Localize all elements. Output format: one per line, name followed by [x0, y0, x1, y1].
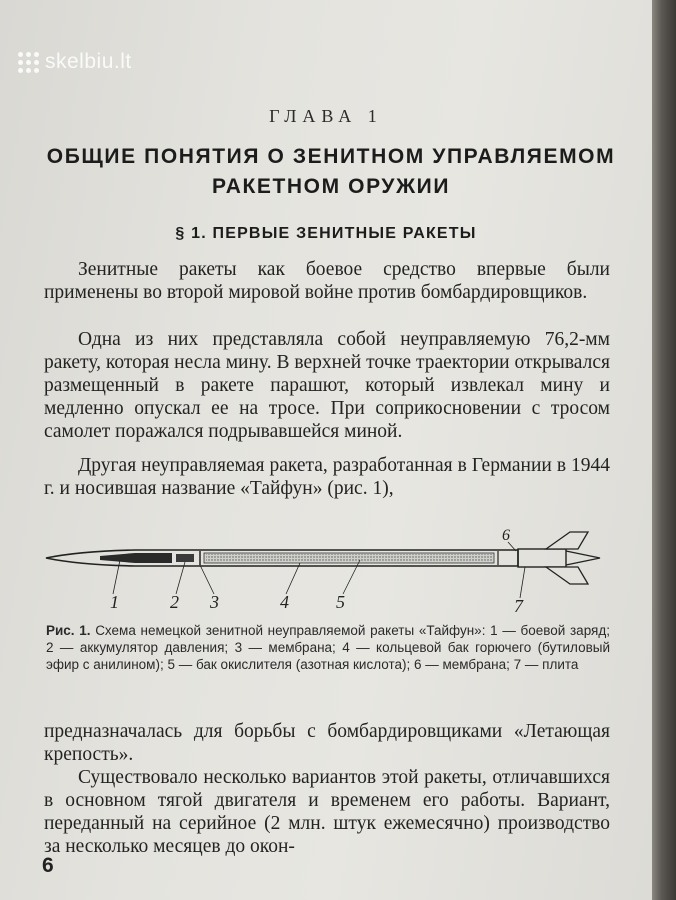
- rocket-diagram: [40, 520, 620, 620]
- paragraph-2: [44, 328, 610, 443]
- fin-lower: [546, 567, 588, 584]
- paragraph-4-text: предназначалась для борьбы с бомбардировщиками «Летающая крепость».: [44, 721, 610, 765]
- paragraph-5-text: Существовало несколько вариантов этой ракеты, отличавшихся в основном тягой двигателя и временем его работы. Вариант, переданный на серийное (2 млн. штук ежемесячно) производство за несколько месяцев до окон-: [44, 767, 610, 857]
- nozzle-exhaust: [566, 551, 600, 565]
- chapter-title-line-2: РАКЕТНОМ ОРУЖИИ: [211, 175, 451, 198]
- paragraph-1: [44, 258, 610, 304]
- nozzle-plate-part: [518, 549, 566, 567]
- figure-label-6: 6: [502, 527, 510, 544]
- paragraph-3-text: Другая неуправляемая ракета, разработанная в Германии в 1944 г. и носившая название «Тайфун» (рис. 1),: [44, 455, 610, 499]
- page-number: 6: [42, 854, 54, 877]
- fin-upper: [546, 532, 588, 549]
- figure-label-5: 5: [336, 592, 345, 612]
- paragraph-2-text: Одна из них представляла собой неуправляемую 76,2-мм ракету, которая несла мину. В верхней точке траектории открывался размещенный в ракете парашют, который извлекал мину и медленно опускал ее на тросе. При соприкосновении с тросом самолет поражался подрывавшейся миной.: [44, 329, 610, 442]
- figure-label-1: 1: [110, 592, 119, 612]
- figure-caption-legend: 1 — боевой заряд; 2 — аккумулятор давления; 3 — мембрана; 4 — кольцевой бак горючего (бутиловый эфир с анилином); 5 — бак окислителя (азотная кислота); 6 — мембрана; 7 — плита: [46, 623, 610, 672]
- figure-label-3: 3: [210, 592, 219, 612]
- section-heading: § 1. ПЕРВЫЕ ЗЕНИТНЫЕ РАКЕТЫ: [175, 225, 477, 242]
- paragraph-4: [44, 720, 610, 766]
- chapter-title-line-1: ОБЩИЕ ПОНЯТИЯ О ЗЕНИТНОМ УПРАВЛЯЕМОМ: [46, 145, 616, 168]
- warhead-part: [100, 553, 172, 563]
- watermark-logo-icon: [18, 52, 39, 73]
- chapter-title: [36, 142, 626, 202]
- paragraph-1-text: Зенитные ракеты как боевое средство впервые были применены во второй мировой войне против бомбардировщиков.: [44, 259, 610, 303]
- figure-label-7: 7: [514, 596, 523, 616]
- watermark: [18, 50, 132, 74]
- figure-caption-head: Рис. 1.: [46, 623, 91, 638]
- chapter-label: ГЛАВА 1: [269, 106, 383, 126]
- pressure-accumulator-part: [176, 554, 194, 562]
- figure-label-4: 4: [280, 592, 289, 612]
- oxidizer-tank-part: [206, 554, 492, 562]
- paragraph-5: [44, 766, 610, 858]
- next-page-edge: [652, 0, 676, 900]
- paragraph-3: [44, 454, 610, 500]
- watermark-text: skelbiu.lt: [45, 50, 132, 73]
- figure-caption-title: Схема немецкой зенитной неуправляемой ракеты «Тайфун»:: [95, 623, 486, 638]
- figure-label-2: 2: [170, 592, 179, 612]
- figure-caption: [46, 622, 610, 673]
